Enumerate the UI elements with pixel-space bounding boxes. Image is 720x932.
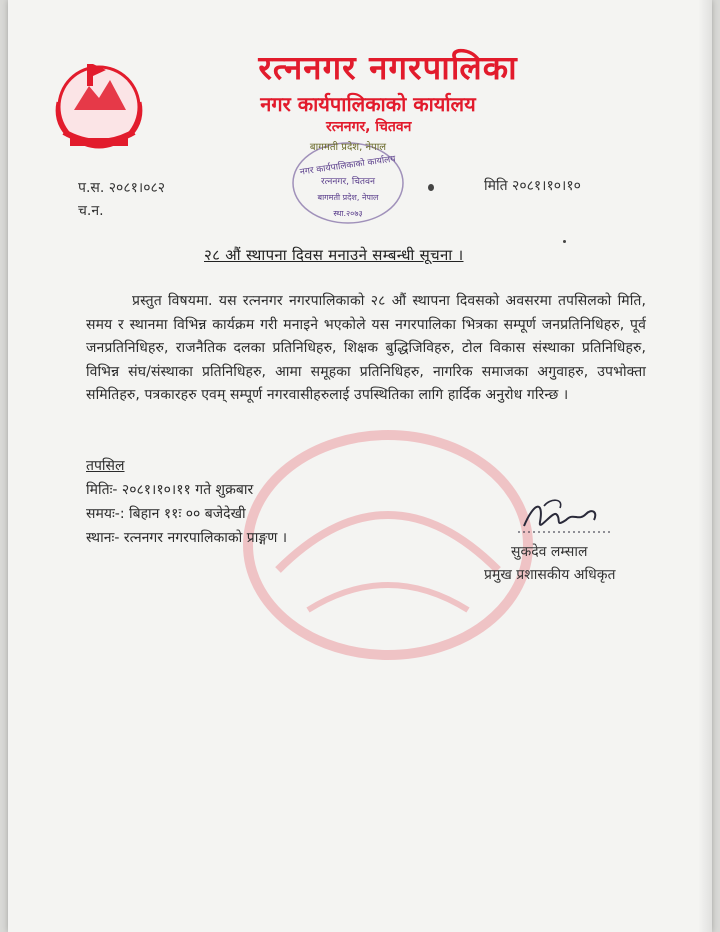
letter-date: मिति २०८१।१०।१० xyxy=(484,178,581,194)
office-title: नगर कार्यपालिकाको कार्यालय xyxy=(260,92,476,116)
stamp-text-4: बागमती प्रदेश, नेपाल xyxy=(317,193,379,202)
signature xyxy=(504,492,614,542)
official-stamp xyxy=(278,128,418,228)
municipality-title: रत्ननगर नगरपालिका xyxy=(258,48,518,87)
signatory-name: सुकदेव लम्साल xyxy=(511,544,588,560)
chalani-number: च.न. xyxy=(78,203,104,219)
letter-page xyxy=(8,0,712,932)
stamp-text-5: स्था.२०७३ xyxy=(333,209,363,218)
signatory-designation: प्रमुख प्रशासकीय अधिकृत xyxy=(484,567,616,583)
stamp-text-1: बागमती प्रदेश, नेपाल xyxy=(309,142,387,153)
notice-body: प्रस्तुत विषयमा. यस रत्ननगर नगरपालिकाको २८ औं स्थापना दिवसको अवसरमा तपसिलको मिति, समय र स्थानमा विभिन्न कार्यक्रम गरी मनाइने भएकोले यस नगरपालिका भित्रका सम्पूर्ण जनप्रतिनिधिहरु, पूर्व जनप्रतिनिधिहरु, राजनैतिक दलका प्रतिनिधिहरु, शिक्षक बुद्धिजिविहरु, टोल विकास संस्थाका प्रतिनिधिहरु, विभिन्न संघ/संस्थाका प्रतिनिधिहरु, आमा समूहका प्रतिनिधिहरु, नागरिक समाजका अगुवाहरु, उपभोक्ता समितिहरु, पत्रकारहरु एवम् सम्पूर्ण नगरवासीहरुलाई उपस्थितिका लागि हार्दिक अनुरोध गरिन्छ । xyxy=(86,293,646,403)
notice-heading: २८ औं स्थापना दिवस मनाउने सम्बन्धी सूचना । xyxy=(204,246,464,264)
patra-sankhya: प.स. २०८१।०८२ xyxy=(78,180,166,196)
details-section xyxy=(86,454,287,550)
stamp-text-2: नगर कार्यपालिकाको कार्यालय xyxy=(299,154,397,178)
details-time: समयः-: बिहान ११ः ०० बजेदेखी xyxy=(86,506,246,522)
ink-dot xyxy=(428,184,434,191)
government-emblem xyxy=(44,52,154,158)
office-location: रत्ननगर, चितवन xyxy=(326,119,412,135)
details-label: तपसिल xyxy=(86,458,125,474)
ink-dot xyxy=(563,240,566,243)
details-date: मितिः- २०८१।१०।११ गते शुक्रबार xyxy=(86,482,254,498)
details-place: स्थानः- रत्ननगर नगरपालिकाको प्राङ्गण । xyxy=(86,530,288,546)
stamp-text-3: रत्ननगर, चितवन xyxy=(320,177,376,187)
